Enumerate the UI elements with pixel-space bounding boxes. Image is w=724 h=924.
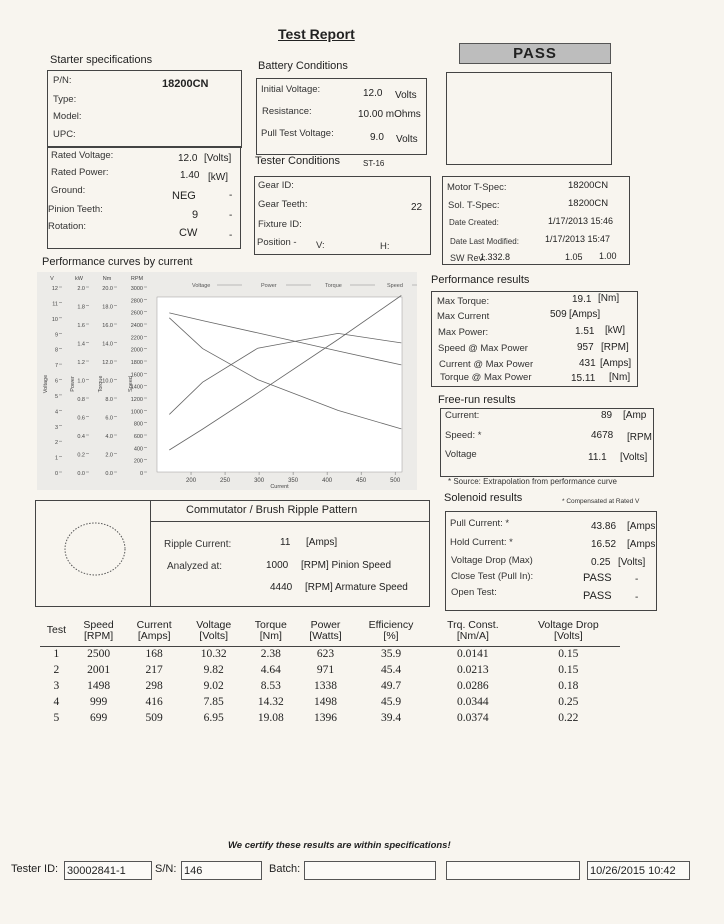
speed-tick-label: 3000 [130,286,143,292]
column-header-unit: [Volts] [554,629,583,642]
pn-label: P/N: [53,75,72,86]
x-tick-label: 450 [356,478,367,484]
initial-voltage-value: 12.0 [363,88,383,99]
pull-current-unit: [Amps [627,521,656,532]
date-created-value: 1/17/2013 15:46 [548,216,614,226]
table-cell: 4 [53,696,60,708]
table-cell: 14.32 [257,696,284,708]
voltage-tick-label: 8 [54,347,58,354]
voltage-tick-label: 11 [52,301,58,308]
close-test-label: Close Test (Pull In): [451,571,534,582]
table-cell: 2 [53,664,60,676]
max-current-label: Max Current [437,311,490,322]
table-row [40,694,620,710]
rated-voltage-unit: [Volts] [204,153,232,164]
power-tick-label: 1.0 [77,378,85,385]
free-run-speed-unit: [RPM [627,432,652,443]
motor-tspec-value: 18200CN [568,180,609,191]
pinion-teeth-label: Pinion Teeth: [48,204,103,215]
batch-field[interactable] [304,861,436,880]
table-cell: 0.15 [558,648,579,661]
max-torque-value: 19.1 [572,294,592,305]
gear-teeth-value: 22 [411,202,423,213]
table-cell: 4.64 [260,664,281,676]
current-at-max-power-value: 431 [579,358,596,369]
speed-tick-label: 2000 [130,347,143,354]
position-v-label: V: [316,240,325,251]
rated-voltage-label: Rated Voltage: [51,150,114,161]
free-run-current-label: Current: [445,410,480,421]
column-header [73,616,125,646]
power-tick-label: 0.6 [77,415,85,422]
table-cell: 416 [145,696,163,708]
column-header-label: Power [310,618,341,631]
voltage-tick-label: 3 [54,424,58,431]
speed-tick-label: 2600 [130,310,143,317]
datetime-field: 10/26/2015 10:42 [587,861,690,880]
x-tick-label: 500 [390,478,401,484]
blank-field[interactable] [446,861,580,880]
date-created-label: Date Created: [449,218,499,227]
speed-tick-label: 2200 [130,335,143,342]
solenoid-title: Solenoid results [444,492,523,504]
torque-tick-label: 4.0 [105,434,113,440]
sn-label: S/N: [155,863,177,875]
table-cell: 168 [145,648,163,661]
max-current-unit: [Amps] [569,309,601,320]
commutator-title: Commutator / Brush Ripple Pattern [186,504,358,516]
max-power-label: Max Power: [438,327,489,338]
free-run-title: Free-run results [438,394,516,406]
armature-speed-unit: [RPM] Armature Speed [305,582,408,593]
plot-background [157,297,402,472]
table-cell: 35.9 [380,648,402,661]
free-run-voltage-unit: [Volts] [620,452,648,463]
column-header-label: Voltage Drop [537,618,599,631]
table-cell: 45.4 [380,664,402,676]
table-cell: 0.0213 [457,664,489,676]
sw-rev-label: SW Rev: [450,253,486,263]
column-header-unit: [Nm] [259,629,282,642]
performance-results-title: Performance results [431,274,530,286]
rated-power-value: 1.40 [180,170,200,181]
hold-current-value: 16.52 [591,539,617,550]
speed-tick-label: 400 [133,446,143,453]
speed-tick-label: 2800 [130,298,143,305]
table-cell: 298 [145,680,163,692]
voltage-tick-label: 2 [54,440,58,447]
speed-tick-label: 0 [139,471,143,477]
power-axis-unit: kW [75,276,83,282]
table-cell: 1498 [87,680,111,692]
armature-speed-value: 4440 [270,582,293,593]
free-run-voltage-label: Voltage [445,449,477,460]
voltage-drop-unit: [Volts] [618,557,646,568]
date-modified-value: 1/17/2013 15:47 [545,234,611,244]
table-cell: 999 [89,696,108,708]
sw-rev-3: 1.00 [599,251,617,261]
table-cell: 5 [53,712,60,724]
speed-tick-label: 1600 [130,372,143,379]
results-table [40,616,620,726]
battery-title: Battery Conditions [258,60,348,72]
torque-at-max-power-unit: [Nm] [609,372,631,383]
table-cell: 0.0286 [457,680,489,692]
ground-value: NEG [172,190,196,202]
free-run-speed-value: 4678 [591,430,614,441]
rotation-unit: - [229,230,233,241]
close-test-unit: - [635,574,639,585]
power-tick-label: 2.0 [77,286,85,292]
column-header-label: Efficiency [368,618,414,631]
torque-tick-label: 0.0 [105,471,113,477]
open-test-value: PASS [583,590,612,602]
column-header-label: Voltage [196,618,232,631]
table-cell: 9.02 [203,680,224,692]
ripple-current-label: Ripple Current: [164,539,232,550]
torque-axis-label: Torque [98,375,104,393]
rotation-label: Rotation: [48,221,87,232]
table-cell: 10.32 [200,648,227,661]
tester-title: Tester Conditions [255,155,340,167]
legend-label: Voltage [192,283,211,289]
ripple-pattern-icon [60,519,130,579]
table-cell: 0.15 [558,664,579,676]
column-header-label: Test [46,624,66,637]
table-cell: 7.85 [203,696,224,708]
gear-teeth-label: Gear Teeth: [258,199,308,210]
pinion-speed-unit: [RPM] Pinion Speed [301,560,392,571]
table-cell: 8.53 [260,680,281,692]
sw-rev-value: 1.332.8 [480,252,511,262]
speed-tick-label: 1400 [130,384,143,391]
table-cell: 0.0374 [457,712,489,724]
column-header-unit: [Volts] [199,629,229,642]
table-cell: 39.4 [380,712,402,724]
torque-tick-label: 18.0 [102,304,113,311]
torque-tick-label: 8.0 [105,397,113,403]
power-tick-label: 1.6 [77,323,85,329]
position-label: Position - [257,237,297,248]
speed-tick-label: 200 [133,458,143,465]
power-tick-label: 1.4 [77,341,85,348]
pinion-teeth-unit: - [229,210,233,221]
legend-label: Torque [325,283,342,289]
type-label: Type: [53,94,77,105]
column-header [429,616,517,646]
torque-tick-label: 2.0 [105,452,113,459]
voltage-tick-label: 7 [54,363,58,370]
hold-current-label: Hold Current: * [450,537,513,548]
ripple-current-value: 11 [280,537,291,548]
x-tick-label: 200 [186,478,197,484]
table-cell: 971 [316,664,335,676]
rated-power-unit: [kW] [208,172,228,183]
table-cell: 2001 [87,664,111,676]
speed-axis-unit: RPM [130,276,144,282]
x-tick-label: 350 [288,478,299,484]
column-header-unit: [%] [383,629,399,642]
max-power-unit: [kW] [605,325,625,336]
free-run-current-unit: [Amp [623,410,647,421]
starter-id-box [47,70,242,148]
speed-tick-label: 2400 [130,323,143,329]
resistance-value: 10.00 mOhms [358,109,421,120]
position-h-label: H: [380,241,390,252]
column-header-label: Trq. Const. [447,618,499,631]
table-cell: 19.08 [257,712,284,724]
x-tick-label: 300 [254,478,265,484]
tester-id-field[interactable]: 30002841-1 [64,861,152,880]
voltage-tick-label: 4 [54,409,58,416]
pull-current-label: Pull Current: * [450,518,510,529]
free-run-current-value: 89 [601,410,613,421]
power-axis-label: Power [70,376,76,392]
table-cell: 2.38 [260,648,281,661]
rated-power-label: Rated Power: [51,167,109,178]
legend-label: Power [261,283,277,289]
solenoid-note: * Compensated at Rated V [562,498,640,505]
power-tick-label: 1.8 [77,304,85,311]
pull-test-voltage-unit: Volts [396,134,418,145]
x-axis-label: Current [270,484,289,490]
ground-label: Ground: [51,185,86,196]
speed-at-max-power-value: 957 [577,342,594,353]
voltage-axis-unit: V [50,276,54,282]
motor-tspec-label: Motor T-Spec: [447,182,507,193]
max-current-value: 509 [550,309,567,320]
max-torque-unit: [Nm] [598,293,620,304]
speed-tick-label: 1200 [130,397,143,403]
voltage-tick-label: 5 [54,393,58,400]
sn-field[interactable]: 146 [181,861,262,880]
torque-tick-label: 20.0 [102,286,113,292]
speed-tick-label: 800 [133,421,143,428]
voltage-tick-label: 1 [54,455,58,462]
table-cell: 0.25 [558,696,579,708]
analyzed-at-label: Analyzed at: [167,561,223,572]
table-cell: 9.82 [203,664,224,676]
table-cell: 509 [145,712,163,724]
legend-label: Speed [387,283,403,289]
column-header [298,616,353,646]
x-tick-label: 250 [220,478,231,484]
pn-value: 18200CN [162,78,209,90]
ripple-current-unit: [Amps] [306,537,338,548]
certification-statement: We certify these results are within specifications! [228,840,451,851]
column-header [517,616,620,646]
power-tick-label: 1.2 [77,360,85,366]
torque-tick-label: 12.0 [102,360,113,366]
table-row [40,678,620,694]
voltage-axis-label: Voltage [43,374,49,394]
speed-tick-label: 1800 [130,360,143,366]
table-header-row [40,616,620,646]
commutator-divider [150,500,151,607]
table-cell: 1396 [314,712,338,724]
free-run-footnote: * Source: Extrapolation from performance curve [448,477,617,486]
voltage-drop-value: 0.25 [591,557,611,568]
table-row [40,662,620,678]
initial-voltage-unit: Volts [395,90,417,101]
date-modified-label: Date Last Modified: [450,237,519,246]
table-cell: 1498 [314,696,338,708]
free-run-voltage-value: 11.1 [588,452,607,463]
column-header-unit: [RPM] [83,629,114,642]
column-header-label: Current [136,618,172,631]
table-cell: 0.18 [558,680,579,692]
torque-tick-label: 16.0 [102,323,113,329]
table-row [40,710,620,726]
table-cell: 0.0141 [457,648,489,661]
performance-chart [37,272,417,490]
torque-tick-label: 10.0 [102,378,113,385]
column-header-label: Speed [83,618,114,631]
table-cell: 6.95 [203,712,224,724]
voltage-tick-label: 9 [54,332,58,339]
pull-test-voltage-label: Pull Test Voltage: [261,128,334,139]
table-cell: 699 [89,712,108,724]
sol-tspec-label: Sol. T-Spec: [448,200,500,211]
column-header-unit: [Amps] [137,629,171,642]
column-header-unit: [Watts] [309,629,342,642]
voltage-tick-label: 12 [51,286,58,292]
rated-voltage-value: 12.0 [178,153,198,164]
tester-model: ST-16 [363,159,385,168]
open-test-unit: - [635,592,639,603]
table-cell: 49.7 [380,680,402,692]
chart-title: Performance curves by current [42,256,193,268]
power-tick-label: 0.8 [77,397,85,403]
speed-tick-label: 600 [133,434,143,440]
voltage-tick-label: 10 [51,316,58,323]
torque-at-max-power-label: Torque @ Max Power [440,372,532,383]
batch-label: Batch: [269,863,301,875]
table-cell: 0.0344 [457,696,489,708]
torque-tick-label: 6.0 [105,415,113,422]
resistance-label: Resistance: [262,106,312,117]
table-cell: 1338 [314,680,338,692]
column-header [124,616,184,646]
speed-at-max-power-unit: [RPM] [601,342,629,353]
pull-current-value: 43.86 [591,521,617,532]
current-at-max-power-label: Current @ Max Power [439,359,534,370]
model-label: Model: [53,111,82,122]
column-header-label: Torque [254,618,287,631]
status-image-box [446,72,612,165]
table-row [40,646,620,662]
max-torque-label: Max Torque: [437,296,490,307]
pinion-teeth-value: 9 [192,209,199,221]
table-cell: 2500 [87,648,111,661]
power-tick-label: 0.2 [77,452,85,459]
pull-test-voltage-value: 9.0 [370,132,384,143]
voltage-tick-label: 0 [54,471,58,477]
table-cell: 0.22 [558,712,579,724]
table-cell: 45.9 [380,696,402,708]
current-at-max-power-unit: [Amps] [600,358,632,369]
voltage-drop-label: Voltage Drop (Max) [451,555,533,566]
x-tick-label: 400 [322,478,333,484]
power-tick-label: 0.0 [77,471,85,477]
fixture-id-label: Fixture ID: [258,219,302,230]
free-run-speed-label: Speed: * [445,430,482,441]
voltage-tick-label: 6 [54,378,58,385]
torque-at-max-power-value: 15.11 [571,373,596,384]
report-title: Test Report [278,26,355,42]
initial-voltage-label: Initial Voltage: [261,84,321,95]
table-cell: 623 [316,648,335,661]
upc-label: UPC: [53,129,76,140]
sol-tspec-value: 18200CN [568,198,609,209]
torque-tick-label: 14.0 [102,341,113,348]
hold-current-unit: [Amps [627,539,656,550]
close-test-value: PASS [583,572,612,584]
column-header [40,616,73,646]
speed-at-max-power-label: Speed @ Max Power [438,343,528,354]
gear-id-label: Gear ID: [258,180,294,191]
speed-axis-label: Speed [128,376,134,392]
torque-axis-unit: Nm [102,276,112,282]
pass-status-banner: PASS [459,43,611,64]
commutator-title-divider [150,521,430,522]
starter-spec-title: Starter specifications [50,54,153,66]
table-cell: 1 [53,648,60,661]
power-tick-label: 0.4 [77,434,85,440]
column-header-unit: [Nm/A] [456,629,489,642]
open-test-label: Open Test: [451,587,497,598]
tester-id-label: Tester ID: [11,863,59,875]
column-header [244,616,299,646]
max-power-value: 1.51 [575,326,595,337]
column-header [353,616,429,646]
table-cell: 217 [145,664,163,676]
sw-rev-2: 1.05 [565,252,583,262]
table-cell: 3 [53,680,60,692]
pinion-speed-value: 1000 [266,560,289,571]
speed-tick-label: 1000 [130,409,143,416]
ground-unit: - [229,190,233,201]
column-header [184,616,244,646]
rotation-value: CW [179,227,198,239]
